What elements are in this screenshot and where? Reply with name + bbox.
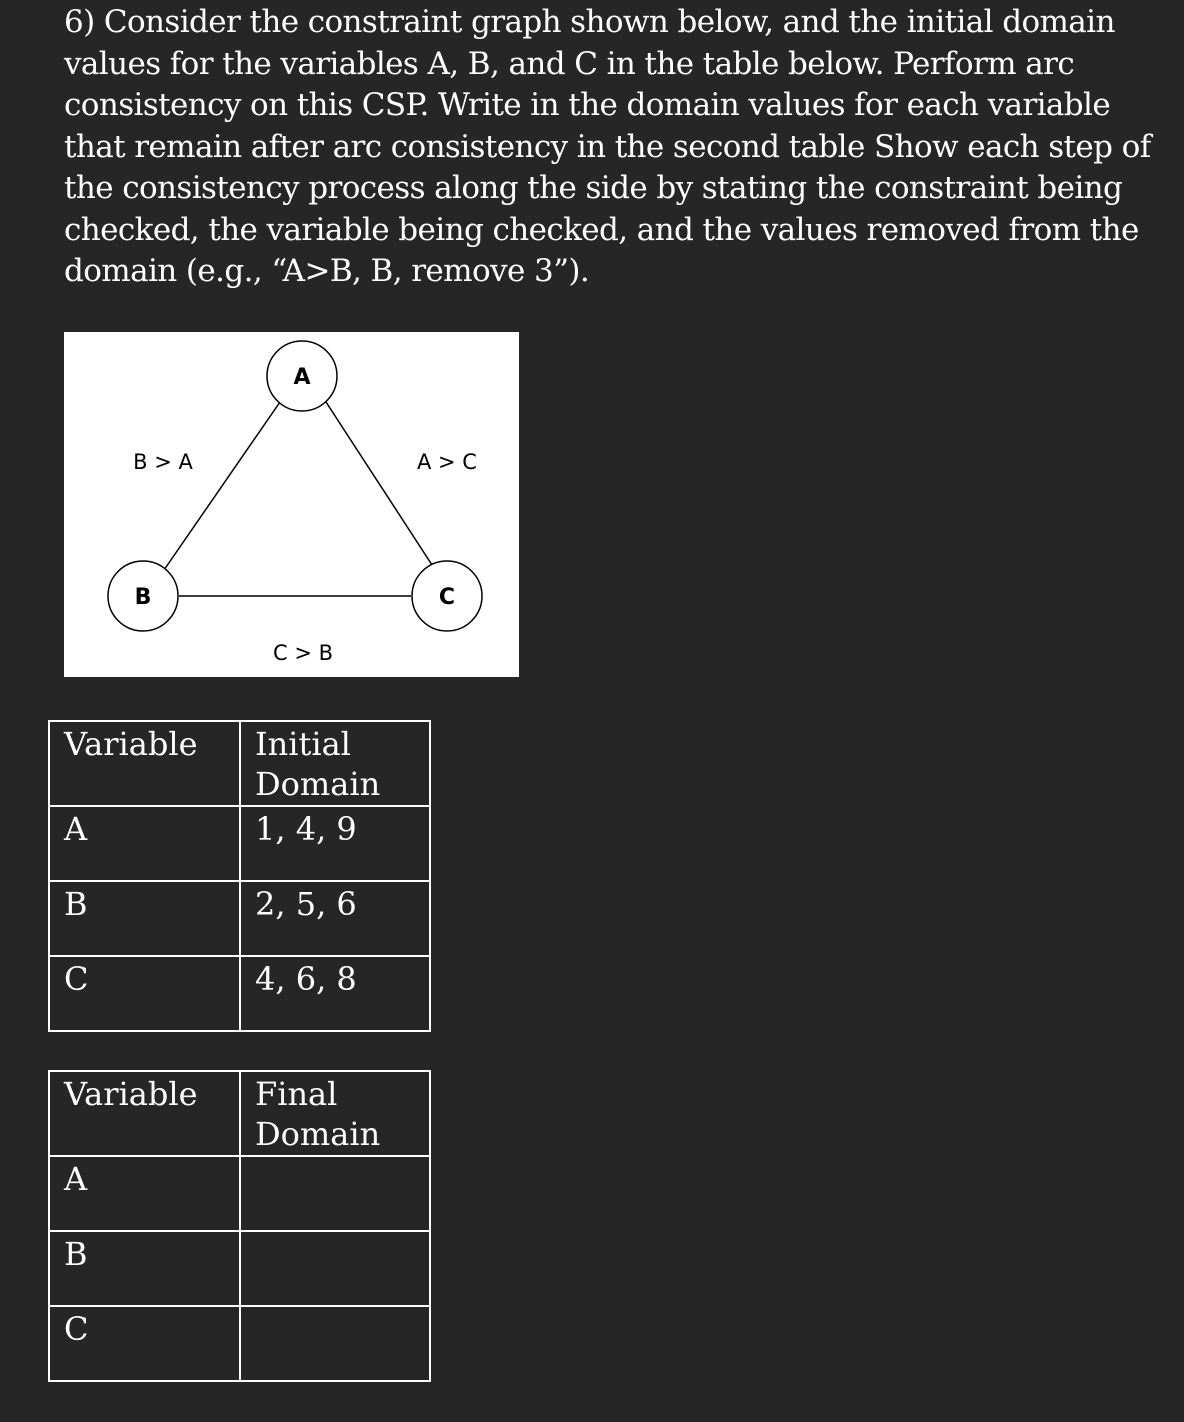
- domain-cell: 2, 5, 6: [240, 881, 430, 956]
- edge-B-A: [164, 402, 280, 570]
- constraint-graph: [64, 332, 519, 677]
- table-row: [49, 806, 430, 881]
- table-row: [49, 1306, 430, 1381]
- table-header-row: [49, 1071, 430, 1156]
- edge-A-C: [326, 402, 434, 568]
- variable-cell: B: [49, 881, 240, 956]
- table-row: [49, 956, 430, 1031]
- edge-C-B-label: C > B: [272, 641, 334, 665]
- final-domain-table: [48, 1070, 431, 1382]
- variable-cell: A: [49, 1156, 240, 1231]
- node-A-label: A: [293, 365, 311, 390]
- domain-cell: 1, 4, 9: [240, 806, 430, 881]
- final-domain-input-A[interactable]: [240, 1156, 430, 1231]
- table-row: [49, 1231, 430, 1306]
- edge-A-C-label: A > C: [417, 450, 477, 474]
- table-header-row: [49, 721, 430, 806]
- header-variable: Variable: [49, 721, 240, 806]
- variable-cell: B: [49, 1231, 240, 1306]
- constraint-graph-svg: [64, 332, 519, 677]
- final-domain-input-B[interactable]: [240, 1231, 430, 1306]
- edge-B-A-label: B > A: [133, 450, 193, 474]
- variable-cell: C: [49, 1306, 240, 1381]
- initial-domain-table: [48, 720, 431, 1032]
- variable-cell: C: [49, 956, 240, 1031]
- node-B-label: B: [134, 585, 152, 610]
- node-C-label: C: [438, 585, 456, 610]
- table-row: [49, 1156, 430, 1231]
- header-initial-domain: Initial Domain: [240, 721, 430, 806]
- domain-cell: 4, 6, 8: [240, 956, 430, 1031]
- table-row: [49, 881, 430, 956]
- header-variable: Variable: [49, 1071, 240, 1156]
- final-domain-input-C[interactable]: [240, 1306, 430, 1381]
- variable-cell: A: [49, 806, 240, 881]
- question-text: 6) Consider the constraint graph shown below, and the initial domain values for the variables A, B, and C in the table below. Perform arc consistency on this CSP. Write in the domain values for each variable that remain after arc consistency in the second table Show each step of the consistency process along the side by stating the constraint being checked, the variable being checked, and the values removed from the domain (e.g., “A>B, B, remove 3”).: [64, 4, 1151, 289]
- header-final-domain: Final Domain: [240, 1071, 430, 1156]
